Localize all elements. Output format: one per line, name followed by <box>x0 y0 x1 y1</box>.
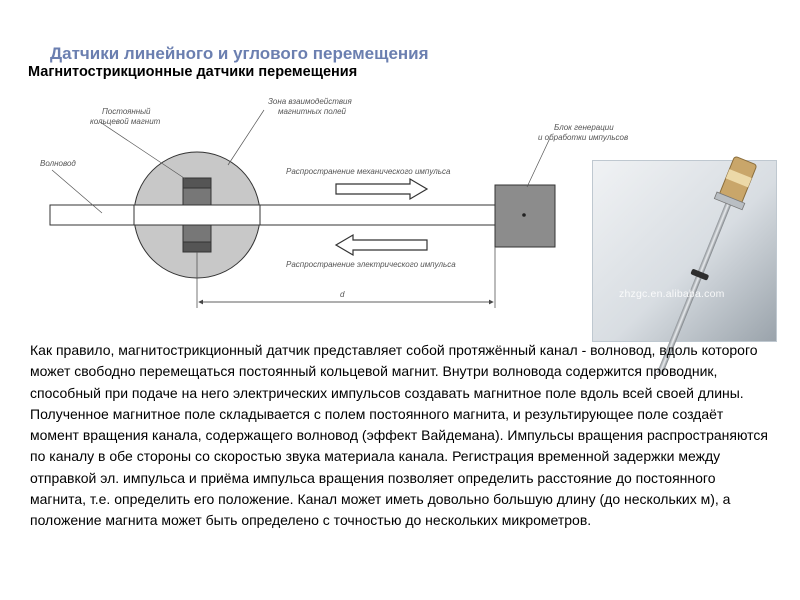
label-mechanical-pulse: Распространение механического импульса <box>286 167 451 176</box>
sensor-diagram <box>30 90 629 320</box>
leader-zone <box>228 110 264 165</box>
magnet-bottom-pole <box>183 242 211 252</box>
label-permanent-magnet <box>90 107 161 126</box>
label-electronics <box>538 123 628 142</box>
magnet-top-pole <box>183 178 211 188</box>
label-interaction-zone <box>268 97 354 116</box>
slide-subtitle: Магнитострикционные датчики перемещения <box>28 64 358 80</box>
waveguide-rod <box>50 205 495 225</box>
label-magnet-line2: кольцевой магнит <box>90 117 161 126</box>
waveguide-through-zone <box>134 205 260 225</box>
distance-label: d <box>340 290 345 299</box>
label-electrical-pulse: Распространение электрического импульса <box>286 260 456 269</box>
leader-magnet <box>100 122 190 182</box>
body-paragraph: Как правило, магнитострикционный датчик представляет собой протяжённый канал - волновод, вдоль которого может свободно перемещаться постоянный кольцевой магнит. Внутри волновода содержится проводник, способный при подаче на него электрических импульсов создавать магнитное поле вдоль всей своей длины. Полученное магнитное поле складывается с полем постоянного магнита, и результирующее поле создаёт момент вращения канала, содержащего волновод (эффект Вайдемана). Импульсы вращения распространяются по каналу в обе стороны со скоростью звука материала канала. Регистрация временной задержки между отправкой эл. импульса и приёма импульса вращения позволяет определить расстояние до постоянного магнита, т.е. определить его положение. Канал может иметь довольно большую длину (до нескольких м), а положение магнита может быть определено с точностью до нескольких микрометров. <box>30 342 769 529</box>
label-zone-line1: Зона взаимодействия <box>268 97 352 106</box>
sensor-photo-image <box>593 161 776 341</box>
electronics-dot <box>522 213 526 217</box>
label-waveguide: Волновод <box>40 159 76 168</box>
label-magnet-line1: Постоянный <box>102 107 151 116</box>
leader-electronics <box>527 138 550 187</box>
sensor-photo <box>592 160 777 342</box>
photo-watermark: zhzgc.en.alibaba.com <box>619 288 725 300</box>
electrical-pulse-arrow <box>336 235 427 255</box>
label-zone-line2: магнитных полей <box>278 107 346 116</box>
mechanical-pulse-arrow <box>336 179 427 199</box>
slide-title: Датчики линейного и углового перемещения <box>50 44 429 63</box>
label-electronics-line1: Блок генерации <box>554 123 614 132</box>
label-electronics-line2: и обработки импульсов <box>538 133 629 142</box>
